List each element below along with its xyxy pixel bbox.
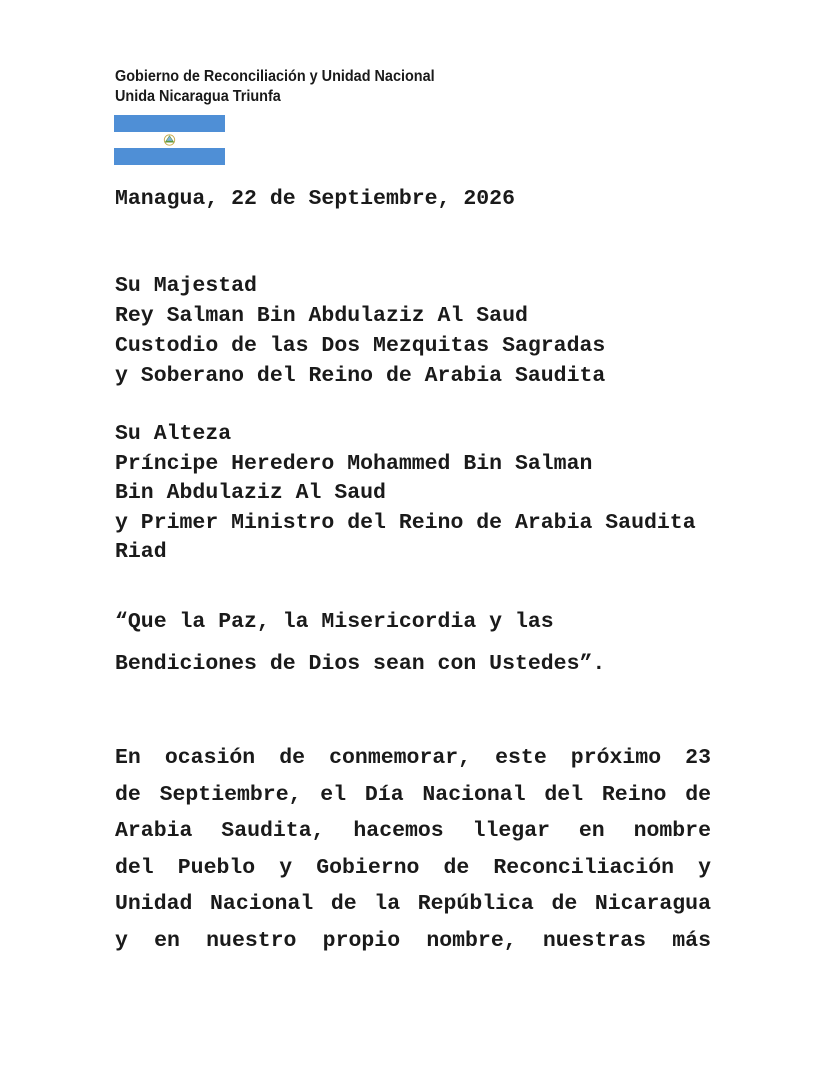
letter-date: Managua, 22 de Septiembre, 2026 <box>115 187 515 211</box>
recipient-crown-prince-block <box>115 420 696 568</box>
greeting-line: “Que la Paz, la Misericordia y las <box>115 610 554 634</box>
recipient-line: Custodio de las Dos Mezquitas Sagradas <box>115 334 606 358</box>
body-line: Arabia Saudita, hacemos llegar en nombre <box>115 819 711 843</box>
nicaragua-flag-icon <box>114 115 225 165</box>
letterhead <box>115 67 435 107</box>
letterhead-government-name: Gobierno de Reconciliación y Unidad Nacional <box>115 68 435 85</box>
body-line: de Septiembre, el Día Nacional del Reino de <box>115 782 711 807</box>
recipient-line: y Primer Ministro del Reino de Arabia Saudita <box>115 510 696 535</box>
letterhead-slogan: Unida Nicaragua Triunfa <box>115 88 281 105</box>
body-line: En ocasión de conmemorar, este próximo 23 <box>115 746 711 770</box>
letter-body <box>115 740 711 959</box>
greeting <box>115 602 605 685</box>
greeting-line: Bendiciones de Dios sean con Ustedes”. <box>115 651 606 676</box>
recipient-city: Riad <box>115 540 167 565</box>
recipient-line: y Soberano del Reino de Arabia Saudita <box>115 364 606 388</box>
recipient-line: Príncipe Heredero Mohammed Bin Salman <box>115 451 593 476</box>
recipient-king-block <box>115 271 605 391</box>
body-line: del Pueblo y Gobierno de Reconciliación y <box>115 855 711 880</box>
recipient-line: Bin Abdulaziz Al Saud <box>115 481 386 506</box>
recipient-line: Rey Salman Bin Abdulaziz Al Saud <box>115 304 528 328</box>
recipient-line: Su Alteza <box>115 422 232 446</box>
body-line: Unidad Nacional de la República de Nicaragua <box>115 892 711 916</box>
body-line: y en nuestro propio nombre, nuestras más <box>115 928 711 953</box>
recipient-line: Su Majestad <box>115 274 257 298</box>
